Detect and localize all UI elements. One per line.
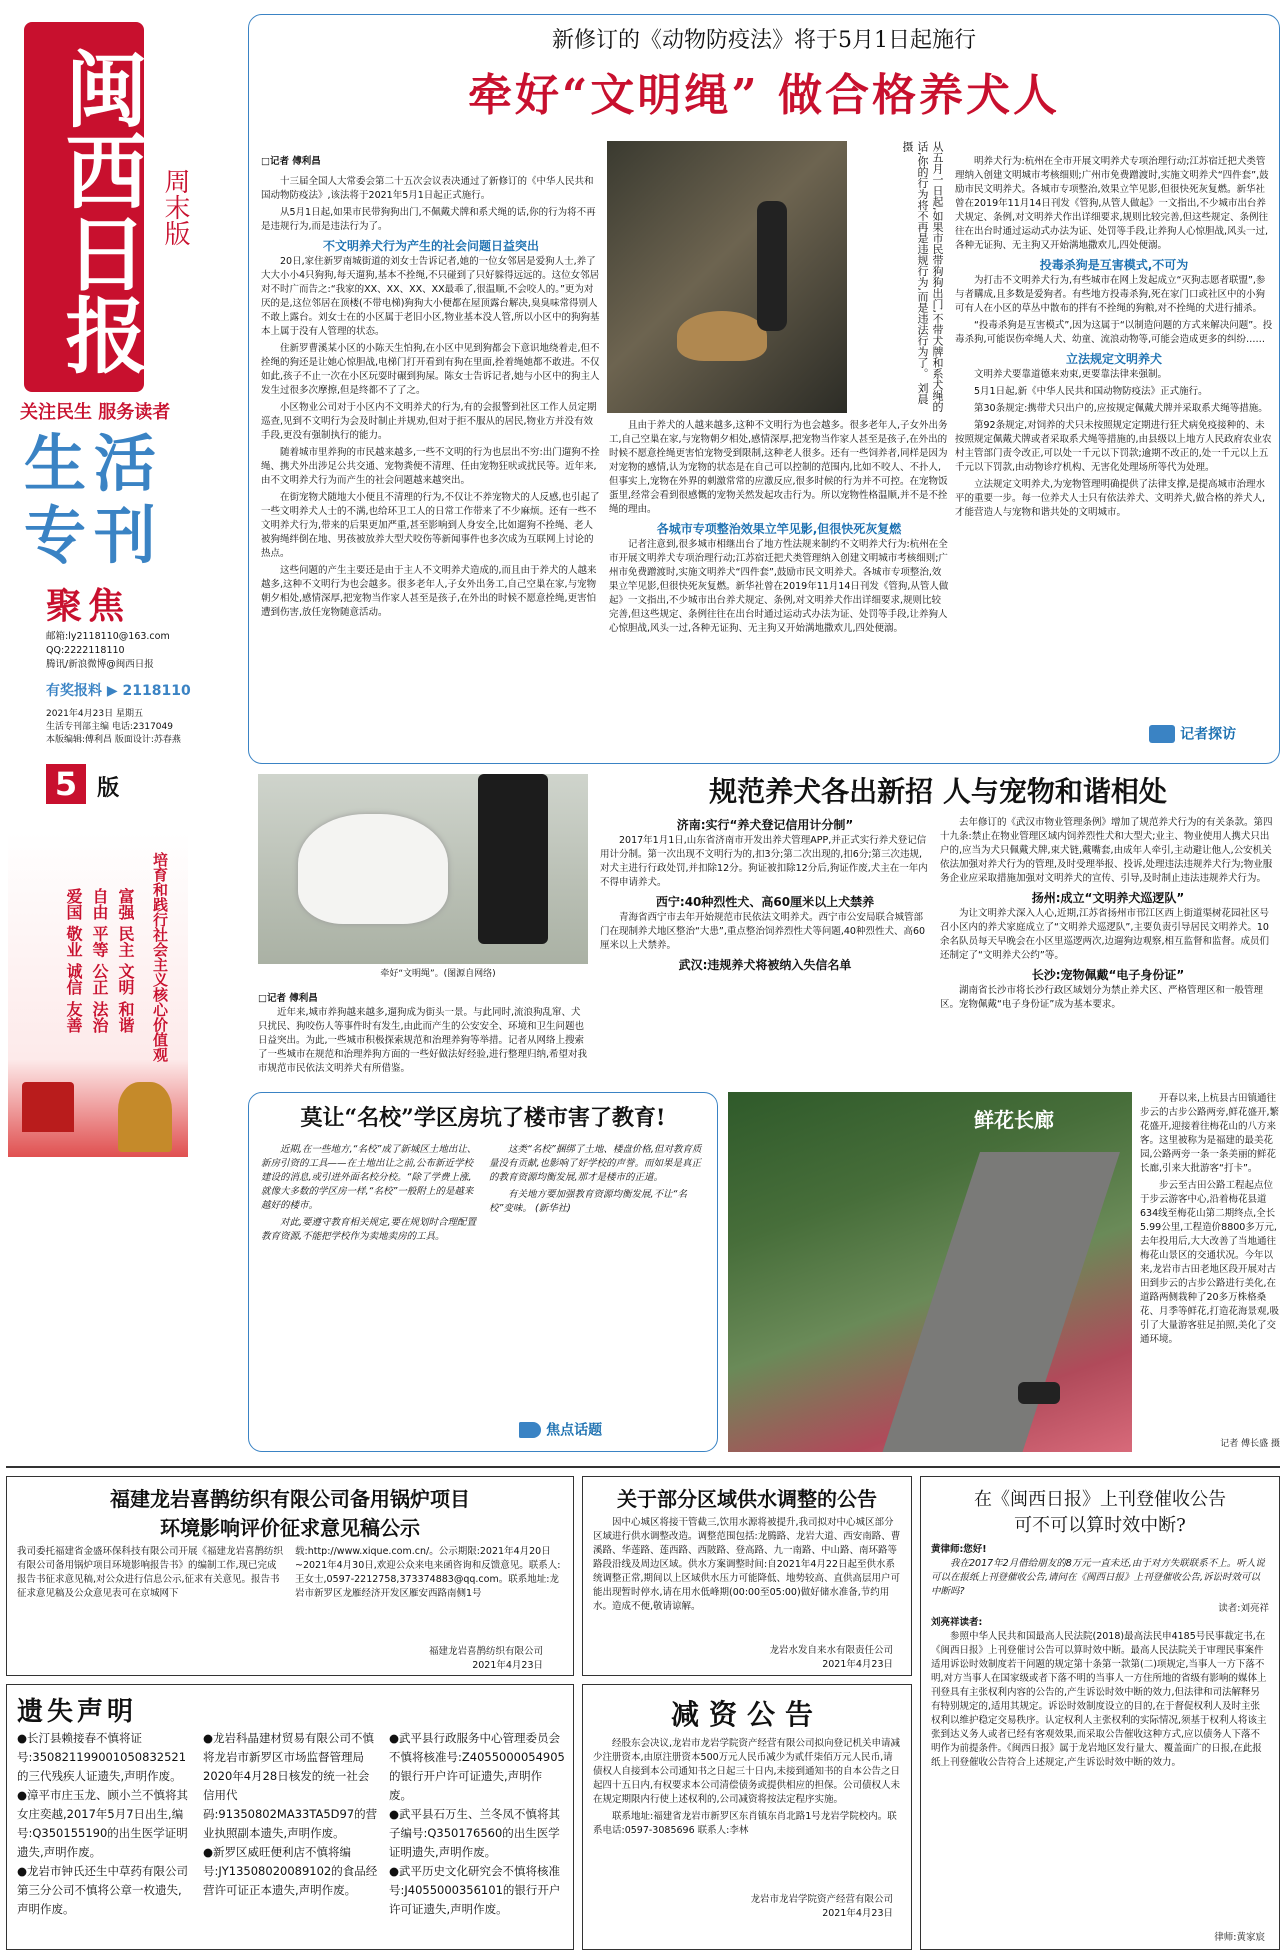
values-heading: 培育和践行社会主义核心价值观	[151, 852, 169, 1062]
second-subheading-5: 长沙:宠物佩戴“电子身份证”	[1031, 968, 1185, 982]
boiler-notice	[6, 1476, 574, 1676]
second-byline-block	[258, 992, 588, 1076]
lost-notices	[6, 1684, 574, 1950]
lead-paragraph: 文明养犬要靠道德来劝束,更要靠法律来强制。	[974, 369, 1168, 380]
contact-qq: QQ:2222118110	[46, 645, 125, 656]
capital-contact: 联系地址:福建省龙岩市新罗区东肖镇东肖北路1号龙岩学院校内。联系电话:0597-3085696 联系人:李林	[593, 1811, 897, 1836]
reporter-badge	[1149, 723, 1269, 747]
values-line-3: 爱国 敬业 诚信 友善	[64, 888, 83, 1033]
hotline-label: 有奖报料	[46, 683, 102, 699]
lead-subheading-1: 不文明养犬行为产生的社会问题日益突出	[322, 239, 539, 253]
contact-weibo: 腾讯/新浪微博@闽西日报	[46, 659, 154, 670]
lead-paragraph: 第30条规定:携带犬只出户的,应按规定佩戴犬牌并采取系犬绳等措施。	[974, 403, 1268, 414]
slogan: 关注民生 服务读者	[20, 402, 171, 423]
focus-badge-label: 焦点话题	[546, 1422, 603, 1439]
capital-signer	[583, 1893, 911, 1921]
lead-subheading-2: 各城市专项整治效果立竿见影,但很快死灰复燃	[656, 522, 902, 536]
lead-paragraph: 立法规定文明养犬,为宠物管理明确提供了法律支撑,是提高城市治理水平的重要一步。每一位养犬人士只有依法养犬、文明养犬,做合格的养犬人,才能营造人与宠物和谐共处的文明城市。	[955, 479, 1266, 518]
water-date: 2021年4月23日	[822, 1659, 893, 1670]
lead-paragraph: 小区物业公司对于小区内不文明养犬的行为,有的会报警到社区工作人员定期巡查,见到不文明行为会及时制止并规劝,但对于拒不服从的居民,物业方并没有效手段,更没有强制执行的能力。	[261, 402, 597, 441]
legal-qa	[920, 1476, 1280, 1950]
hotline-number: 2118110	[122, 683, 191, 699]
lost-item: ●武平县行政服务中心管理委员会不慎将核准号:Z4055000054905的银行开户许可证遗失,声明作废。	[389, 1731, 565, 1802]
lead-paragraph: “投毒杀狗是互害模式”,因为这属于“以制造问题的方式来解决问题”。投毒杀狗,可能误伤牵绳人犬、幼童、流浪动物等,可能会造成更多的纠纷……	[955, 320, 1273, 345]
camera-icon	[1149, 725, 1175, 743]
owner-legs	[478, 774, 548, 944]
school-paragraph: 这类“名校”捆绑了土地、楼盘价格,但对教育质量没有贡献,也影响了好学校的声誉。而如果是真正的教育资源均衡发展,那才是楼市的正道。	[489, 1144, 702, 1183]
values-line-1: 富强 民主 文明 和谐	[116, 888, 135, 1033]
lead-kicker: 新修订的《动物防疫法》将于5月1日起施行	[552, 28, 976, 53]
qa-lawyer: 律师:黄家宸	[1214, 1932, 1265, 1943]
flower-paragraph: 开春以来,上杭县古田镇通往步云的古步公路两旁,鲜花盛开,繁花盛开,迎接着往梅花山的八方来客。这里被称为是福建的最美花园,公路两旁一条一条美丽的鲜花长廊,引来大批游客“打卡”。	[1140, 1093, 1280, 1174]
water-title: 关于部分区域供水调整的公告	[617, 1487, 877, 1511]
lead-paragraph: 明养犬行为:杭州在全市开展文明养犬专项治理行动;江苏宿迁把犬类管理纳入创建文明城市考核细则;广州市免费蹭渡时,实施文明养犬“四件套”,鼓励市民文明养犬。各城市专项整治,效果立竿见影,但很快死灰复燃。新华社曾在2019年11月14日刊发《管狗,从管人做起》一文指出,不少城市出台养犬规定、条例,对文明养犬作出详细要求,规则比较完善,但这些规定、条例往往在出台时通过运动式办法为证、处罚等手段,让养狗人心惊胆战,风头一过,各种无证狗、无主狗又开始满地撒欢儿,四处便溺。	[955, 156, 1269, 251]
lead-subheading-3: 投毒杀狗是互害模式,不可为	[1039, 258, 1189, 272]
second-photo	[258, 774, 588, 964]
second-paragraph: 近年来,城市养狗越来越多,遛狗成为街头一景。与此同时,流浪狗乱窜、犬只扰民、狗咬伤人等事件时有发生,由此而产生的公安安全、环境和卫生问题也日益突出。为此,一些城市积极探索规范和治理养狗等举措。记者从网络上搜索了一些城市在规范和治理养狗方面的一些好做法好经验,进行整理归纳,希望对我市规范市民依法文明养犬有所借鉴。	[258, 1007, 588, 1074]
second-paragraph: 2017年1月1日,山东省济南市开发出养犬管理APP,并正式实行养犬登记信用计分制。第一次出现不文明行为的,扣3分;第二次出现的,扣6分;第三次违规,对犬主进行行政处罚,并扣除12分。狗证被扣除12分后,狗证作废,犬主在一年内不得申请养犬。	[600, 835, 928, 888]
hotline-arrow-icon: ▶	[106, 683, 118, 699]
supplement-title: 生活专刊	[24, 427, 165, 572]
page-unit: 版	[97, 776, 120, 801]
boiler-signer	[7, 1645, 573, 1673]
capital-title: 减资公告	[670, 1698, 823, 1731]
lead-paragraph: 随着城市里养狗的市民越来越多,一些不文明的行为也层出不穷:出门遛狗不拴绳、携犬外出涉足公共交通、宠物粪便不清理、任由宠物狂吠或扰民等。近年来,由不文明养犬行为而产生的社会问题越来越突出。	[261, 447, 600, 486]
qa-title-2: 可不可以算时效中断?	[1014, 1515, 1186, 1536]
second-col-left	[600, 816, 930, 1078]
qa-answer: 参照中华人民共和国最高人民法院(2018)最高法民申4185号民事裁定书,在《闽西日报》上刊登催讨公告可以算时效中断。最高人民法院关于审理民事案件适用诉讼时效制度若干问题的规定第十条第一款第(二)项规定,当事人一方下落不明,对方当事人在国家级或者下落不明的当事人一方住所地的省级有影响的媒体上刊登具有主张权利内容的公告的,产生诉讼时效中断的效力,但法律和司法解释另有特别规定的,适用其规定。诉讼时效制度设立的目的,在于督促权利人及时主张权利以维护稳定交易秩序。认定权利人主张权利的实际情况,须基于权利人将该主张到达义务人或者已经有客观效果,而采取公告催收这种方式,应以债务人下落不明作为前提条件。《闽西日报》属于龙岩地区发行量大、覆盖面广的日报,在此报纸上刊登催收公告符合上述规定,产生诉讼时效中断的效力。	[931, 1631, 1267, 1768]
second-headline: 规范养犬各出新招 人与宠物和谐相处	[709, 775, 1167, 808]
lead-paragraph: 且由于养犬的人越来越多,这种不文明行为也会越多。很多老年人,子女外出务工,自己空巢在家,与宠物朝夕相处,感情深厚,把宠物当作家人甚至是孩子,在外出的时候不愿意拴绳更害怕宠物受到限制,这种老人很多。还有一些饲养者,同样是因为对宠物的感情,认为宠物的状态是在自己可以控制的范围内,比如不咬人、不扑人,但事实上,宠物在外界的刺激常常的应激反应,很多时候的行为并不可控。在宠物饭蛋里,经常会看到很感慨的宠物关然发起攻击行为。所以宠物性格温顺,并不是不拴绳的理由。	[609, 420, 948, 515]
lost-item: ●龙岩市钟氏还生中草药有限公司第三分公司不慎将公章一枚遗失,声明作废。	[17, 1864, 189, 1916]
issue-info	[46, 708, 214, 747]
lost-title: 遗失声明	[17, 1697, 138, 1727]
second-article	[248, 770, 1280, 1080]
issue-phone: 生活专刊部主编 电话:2317049	[46, 722, 173, 732]
masthead-logo: 闽西日报	[24, 22, 144, 392]
edition-label: 周末版	[160, 168, 190, 246]
focus-badge	[519, 1419, 659, 1445]
water-notice	[582, 1476, 912, 1676]
flower-text	[1140, 1092, 1280, 1442]
capital-company: 龙岩市龙岩学院资产经营有限公司	[750, 1894, 893, 1905]
qa-title: 在《闽西日报》上刊登催收公告	[974, 1489, 1226, 1510]
flower-photo	[728, 1092, 1132, 1452]
contact-email: 邮箱:ly2118110@163.com	[46, 631, 170, 642]
water-text: 因中心城区将接干管截三,饮用水源将被提升,我司拟对中心城区部分区域进行供水调整改造。调整范围包括:龙腾路、龙岩大道、西安南路、曹溪路、华莲路、莲西路、西陂路、登高路、九一南路、中山路、南环路等路段沿线及周边区域。供水方案调整时间:自2021年4月22日起至供水系统调整正常,期间以上区域供水压力可能降低、地势较高、直供高层用户可能出现暂时停水,请在用水低峰期(00:00至05:00)做好储水准备,节约用水。造成不便,敬请谅解。	[593, 1517, 901, 1612]
school-paragraph: 有关地方要加强教育资源均衡发展,不让“名校”变味。 (新华社)	[489, 1189, 687, 1214]
lead-col1	[261, 155, 601, 745]
lead-paragraph: 从5月1日起,如果市民带狗狗出门,不佩戴犬牌和系犬绳的话,你的行为将不再是违规行为,而是违法行为了。	[261, 207, 596, 232]
second-paragraph: 湖南省长沙市将长沙行政区域划分为禁止养犬区、严格管理区和一般管理区。宠物佩戴“电子身份证”成为基本要求。	[940, 985, 1264, 1010]
contact-block	[46, 630, 214, 672]
car-figure	[1018, 1382, 1060, 1404]
masthead	[6, 8, 212, 818]
second-subheading-1: 济南:实行“养犬登记信用计分制”	[676, 818, 854, 832]
walker-figure	[757, 201, 787, 331]
second-photo-caption: 牵好“文明绳”。(图源自网络)	[380, 969, 496, 979]
school-paragraph: 近期,在一些地方,“名校”成了新城区土地出让、新房引资的工具——在土地出让之前,公布新近学校建设的消息,或引进外面名校分校。“除了学费上涨,就像大多数的学区房一样,“名校”一般附上的是越来越好的楼市。	[261, 1144, 477, 1211]
lead-paragraph: 第92条规定,对饲养的犬只未按照规定定期进行狂犬病免疫接种的、未按照规定佩戴犬牌或者采取系犬绳等措施的,由县级以上地方人民政府农业农村主管部门责令改正,可以处一千元以下罚款;逾期不改正的,处一千元以上五千元以下罚款,由动物诊疗机构、无害化处理场所等代为处理。	[955, 420, 1272, 473]
school-headline: 莫让“名校”学区房坑了楼市害了教育!	[300, 1105, 666, 1131]
values-poster	[8, 832, 188, 1157]
water-body	[583, 1512, 911, 1644]
lead-article	[248, 14, 1280, 764]
tiananmen-icon	[22, 1082, 74, 1132]
second-paragraph: 去年修订的《武汉市物业管理条例》增加了规范养犬行为的有关条款。第四十九条:禁止在物业管理区域内饲养烈性犬和大型犬;业主、物业使用人携犬只出户的,应当为犬只佩戴犬牌,束犬链,戴嘴套,由成年人牵引,主动避让他人,公安机关依法加强对养犬行为的管理,及时受理举报、投诉,处理违法违规养犬行为;物业服务企业应采取措施加强对文明养犬的宣传、引导,及时制止违法违规养犬行为。	[940, 817, 1273, 884]
lost-list	[17, 1729, 565, 1945]
second-paragraph: 为让文明养犬深入人心,近期,江苏省扬州市邗江区西上街道渠树花园社区号召小区内的养犬家庭成立了“文明养犬巡逻队”,主要负责引导居民文明养犬。10余名队员每天早晚会在小区里巡逻两次,边遛狗边观察,相互监督和监督。成员们还制定了“文明养犬公约”等。	[940, 908, 1270, 961]
lead-col2	[609, 419, 949, 749]
lead-paragraph: 为打击不文明养犬行为,有些城市在网上发起成立“灭狗志愿者联盟”,参与者購成,且多数是爱狗者。有些地方投毒杀狗,死在家门口或社区中的小狗可有人在小区的草丛中散布的拌有不拴绳的狗粮,对不拴绳的犬进行捕杀。	[955, 275, 1266, 314]
second-col-right	[940, 816, 1276, 1078]
capital-date: 2021年4月23日	[822, 1908, 893, 1919]
issue-editors: 本版编辑:傅利昌 版面设计:苏春燕	[46, 735, 181, 745]
school-body	[261, 1143, 707, 1423]
section-title: 聚焦	[46, 585, 131, 627]
second-paragraph: 青海省西宁市去年开始规范市民依法文明养犬。西宁市公安局联合城管部门在现制养犬地区整治“大患”,重点整治饲养烈性犬等问题,40种烈性犬、高60厘米以上犬禁养。	[600, 912, 926, 951]
lead-paragraph: 住新罗曹溪某小区的小陈天生怕狗,在小区中见到狗都会下意识地绕着走,但不拴绳的狗还是让她心惊胆战,电梯门打开看到有狗在里面,拴着绳她都不敢进。不仅如此,孩子不止一次在小区玩耍时碾到狗屎。陈女士告诉记者,她与小区中的狗主人发生过很多次摩擦,但是终都不了了之。	[261, 343, 600, 396]
lead-paragraph: 十三届全国人大常委会第二十五次会议表决通过了新修订的《中华人民共和国动物防疫法》,该法将于2021年5月1日起正式施行。	[261, 176, 594, 201]
lead-photo	[607, 141, 847, 413]
boiler-body	[7, 1541, 573, 1645]
lead-headline: 牵好“文明绳” 做合格养犬人	[468, 70, 1060, 121]
lead-paragraph: 20日,家住新罗南城街道的刘女士告诉记者,她的一位女邻居是爱狗人士,养了大大小小4只狗狗,每天遛狗,基本不拴绳,不只碰到了只好躲得远远的。这位女邻居对不时广而告之:“我家的XX、XX、XX、XX最乖了,很温顺,不会咬人的。”更为对厌的是,这位邻居在顶楼(不带电梯)狗狗大小便都在屋顶露台解决,臭臭味常得别人不敢上露台。刘女士在的小区属于老旧小区,物业基本没人管,所以小区中的狗狗基本上属于没有人管理的状态。	[261, 256, 600, 337]
lost-item: ●新罗区威旺便利店不慎将编号:JY13508020089102的食品经营许可证正本遗失,声明作废。	[203, 1845, 378, 1897]
water-company: 龙岩水发自来水有限责任公司	[769, 1645, 893, 1656]
road-shape	[876, 1152, 1120, 1452]
page-number-value: 5	[46, 764, 86, 804]
lead-paragraph: 这些问题的产生主要还是由于主人不文明养犬造成的,而且由于养犬的人越来越多,这种不文明行为也会越多。很多老年人,子女外出务工,自己空巢在家,与宠物朝夕相处,感情深厚,把宠物当作家人甚至是孩子,在外出的时候不愿意拴绳,更害怕遭到伤害,放任宠物随意活动。	[261, 565, 597, 618]
flower-paragraph: 步云至古田公路工程起点位于步云游客中心,沿着梅花县道634线至梅花山第二期终点,全长5.99公里,工程造价8800多万元,去年投用后,大大改善了当地通往梅花山景区的交通状况。今年以来,龙岩市古田老地区段开展对古田到步云的古步公路进行美化,在道路两侧栽种了20多万株格桑花、月季等鲜花,打造花海景观,吸引了大量游客驻足拍照,美化了交通环境。	[1140, 1180, 1280, 1345]
boiler-date: 2021年4月23日	[472, 1660, 543, 1671]
lead-paragraph: 在街宠物犬随地大小便且不清理的行为,不仅让不养宠物犬的人反感,也引起了一些文明养犬人士的不满,也给环卫工人的日常工作带来了不少麻烦。还有一些不文明养犬行为,带来的后果更加严重,甚至影响到人身安全,比如遛狗不拴绳、老人被狗绳绊倒在地、男孩被放养大型犬咬伤等新闻事件也多次成为互联网上讨论的热点。	[261, 492, 600, 559]
boiler-title-2: 环境影响评价征求意见稿公示	[160, 1516, 420, 1540]
qa-question-greeting: 黄律师:您好!	[931, 1544, 987, 1555]
lost-item: ●武平县石万生、兰冬凤不慎将其子编号:Q350176560的出生医学证明遗失,声明作废。	[389, 1807, 561, 1859]
capital-text: 经股东会决议,龙岩市龙岩学院资产经营有限公司拟向登记机关申请减少注册资本,由原注册资本500万元人民币减少为贰仟柒佰万元人民币,请债权人自接到本公司通知书之日起三十日内,未接到通知书的自本公告之日起四十五日内,有权要求本公司清偿债务或提供相应的担保。公司债权人未在规定期限内行使上述权利的,公司减资将按法定程序实施。	[593, 1738, 901, 1805]
qa-body	[921, 1537, 1279, 1947]
hotline	[46, 680, 214, 700]
values-line-2: 自由 平等 公正 法治	[90, 888, 109, 1033]
page-number	[46, 764, 196, 804]
qa-question: 我在2017年2月借给朋友的8万元一直未还,由于对方失联联系不上。听人说可以在报纸上刊登催收公告,请问在《闽西日报》上刊登催收公告,诉讼时效可以中断吗?	[931, 1558, 1265, 1597]
lead-paragraph: 5月1日起,新《中华人民共和国动物防疫法》正式施行。	[974, 386, 1208, 397]
capital-notice	[582, 1684, 912, 1950]
samoyed-figure	[298, 814, 448, 924]
ads-divider	[6, 1466, 1280, 1468]
issue-date: 2021年4月23日 星期五	[46, 709, 143, 719]
lead-paragraph: 记者注意到,很多城市相继出台了地方性法规来制约不文明养犬行为:杭州在全市开展文明养犬专项治理行动;江苏宿迁把犬类管理纳入创建文明城市考核细则;广州市免费蹭渡时,实施文明养犬“四件套”,鼓励市民文明养犬。各城市专项整治,效果立竿见影,但很快死灰复燃。新华社曾在2019年11月14日刊发《管狗,从管人做起》一文指出,不少城市出台养犬规定、条例,对文明养犬作出详细要求,规则比较完善,但这些规定、条例往往在出台时通过运动式办法为证、处罚等手段,让养狗人心惊胆战,风头一过,各种无证狗、无主狗又开始满地撒欢儿,四处便溺。	[609, 539, 949, 634]
school-paragraph: 对此,要遵守教育相关规定,要在规划时合理配置教育资源,不能把学校作为卖地卖房的工具。	[261, 1217, 477, 1242]
second-byline: □记者 傅利昌	[258, 993, 318, 1004]
lost-item: ●漳平市庄玉龙、顾小兰不慎将其女庄奕越,2017年5月7日出生,编号:Q350155190的出生医学证明遗失,声明作废。	[17, 1788, 189, 1859]
flower-label: 鲜花长廊	[974, 1108, 1054, 1132]
water-signer	[583, 1644, 911, 1672]
qa-reader: 读者:刘亮祥	[1218, 1603, 1269, 1614]
reporter-badge-label: 记者探访	[1180, 726, 1237, 743]
boiler-company: 福建龙岩喜鹊纺织有限公司	[428, 1646, 543, 1657]
lost-item: ●龙岩科晶建材贸易有限公司不慎将龙岩市新罗区市场监督管理局2020年4月28日核发的统一社会信用代码:91350802MA33TA5D97的营业执照副本遗失,声明作废。	[203, 1731, 378, 1840]
school-commentary	[248, 1092, 718, 1452]
lead-col3	[955, 155, 1273, 715]
capital-body	[583, 1733, 911, 1893]
lion-icon	[118, 1082, 172, 1152]
boiler-text: 我司委托福建省金盛环保科技有限公司开展《福建龙岩喜鹊纺织有限公司备用锅炉项目环境影响报告书》的编制工作,现已完成报告书征求意见稿,对公众进行信息公示,征求有关意见。报告书征求意见稿及公众意见表可在京城网下载:http://www.xique.com.cn/。公示期限:2021年4月20日~2021年4月30日,欢迎公众来电来函咨询和反馈意见。联系人:王女士,0597-2212758,373374883@qq.com。联系地址:龙岩市新罗区龙雁经济开发区雁安西路南侧1号	[17, 1546, 561, 1599]
lead-subheading-4: 立法规定文明养犬	[1065, 352, 1162, 366]
second-subheading-2: 西宁:40种烈性犬、高60厘米以上犬禁养	[655, 895, 875, 909]
lost-item: ●长汀县赖接春不慎将证号:350821199001050832521的三代残疾人证遗失,声明作废。	[17, 1731, 187, 1783]
lost-item: ●武平历史文化研究会不慎将核准号:J4055000356101的银行开户许可证遗失,声明作废。	[389, 1864, 561, 1916]
lead-photo-caption: 从五月一日起,如果市民带狗狗出门,不带犬牌和系犬绳的话,你的行为将不再是违规行为,而是违法行为了。 刘晨 摄	[901, 141, 944, 412]
qa-answer-greeting: 刘亮祥读者:	[931, 1617, 983, 1628]
flower-byline: 记者 傅长盛 摄	[1220, 1439, 1280, 1449]
lead-byline: □记者 傅利昌	[261, 156, 321, 167]
megaphone-icon	[519, 1422, 541, 1438]
second-subheading-4: 扬州:成立“文明养犬巡逻队”	[1031, 891, 1185, 905]
dog-figure	[677, 311, 767, 361]
boiler-title: 福建龙岩喜鹊纺织有限公司备用锅炉项目	[110, 1487, 470, 1511]
second-subheading-3: 武汉:违规养犬将被纳入失信名单	[678, 958, 852, 972]
